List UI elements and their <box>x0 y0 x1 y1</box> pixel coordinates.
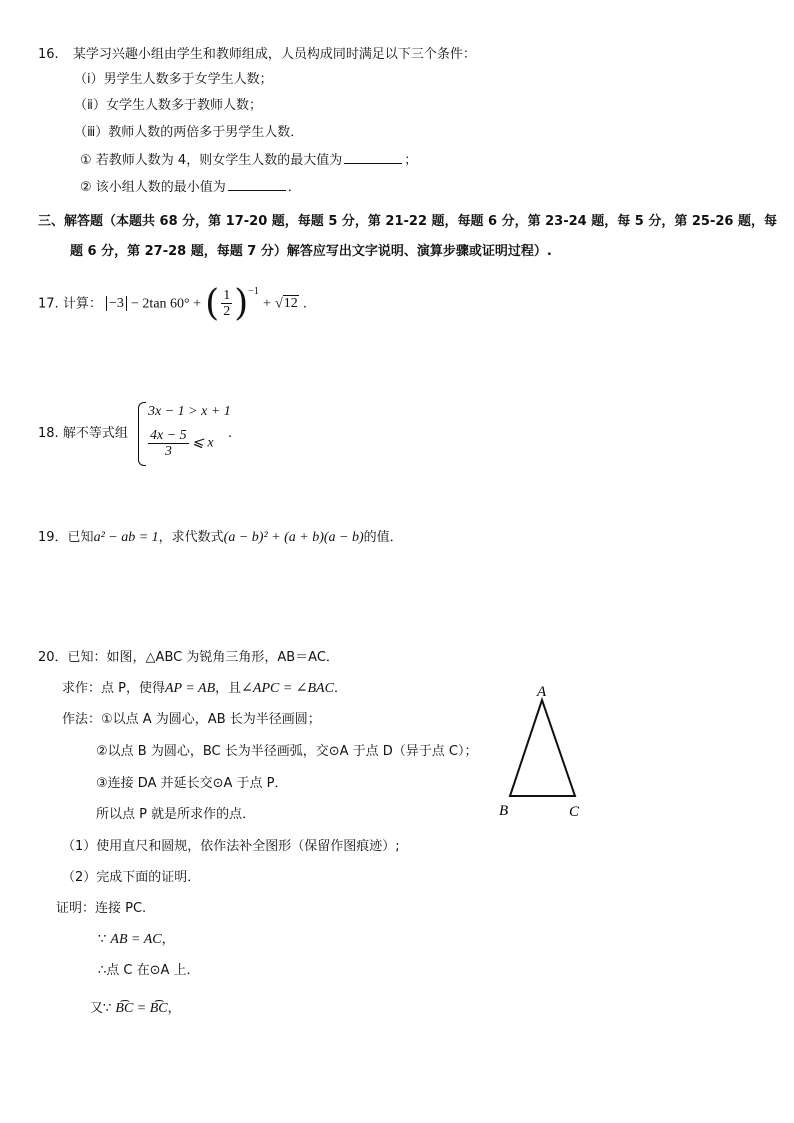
section-3-title: 三、解答题（ <box>38 214 117 229</box>
q17-sqrt-arg: 12 <box>283 296 298 312</box>
q20-step-4: 所以点 P 就是所求作的点． <box>96 807 256 822</box>
answer-blank[interactable] <box>344 152 402 164</box>
q20-proof-2-a: ∵ <box>98 932 111 947</box>
q18-relation: ⩽ x <box>192 435 214 451</box>
section-3-heading-line-2 <box>70 244 552 260</box>
q20-proof-4-a: 又∵ <box>90 1001 116 1016</box>
q20-proof-4 <box>90 1001 181 1017</box>
q17-paren-left: ( <box>205 282 220 324</box>
section-3-scoring: 本题共 68 分，第 17-20 题，每题 5 分，第 21-22 题，每题 6 分，第 23-24 题，每 5 分，第 25-26 题，每 <box>116 214 777 229</box>
q20-ask-b: ，且 <box>215 681 242 696</box>
q20-step-1: 作法：①以点 A 为圆心，AB 长为半径画圆； <box>62 712 321 727</box>
section-3-instructions: ）解答应写出文字说明、演算步骤或证明过程）. <box>273 244 552 259</box>
q17-abs-value: −3 <box>106 296 127 311</box>
q18-label-line <box>38 426 128 442</box>
q17-label: 计算： <box>62 296 102 312</box>
q20-ask-eq1: AP = AB <box>164 681 216 696</box>
q16-part-2-end: ． <box>287 180 301 195</box>
q16-stem: 某学习兴趣小组由学生和教师组成，人员构成同时满足以下三个条件： <box>72 47 476 62</box>
q18-end: . <box>228 426 233 441</box>
q18-system-brace <box>138 402 146 466</box>
q18-frac-num: 4x − 5 <box>150 428 187 443</box>
q20-proof-3: ∴点 C 在⊙A 上． <box>98 963 200 978</box>
q17 <box>38 280 307 324</box>
q17-frac-num: 1 <box>223 288 231 304</box>
q20-given-line <box>38 650 339 666</box>
q20-proof-1: 证明：连接 PC. <box>56 901 147 916</box>
q16-part-2-text: ② 该小组人数的最小值为 <box>80 180 226 195</box>
q20-proof-2-eq: AB = AC <box>110 932 162 947</box>
q16-number: 16. <box>38 47 59 62</box>
triangle-abc <box>510 700 575 796</box>
q17-plus: + <box>263 296 271 312</box>
q20-proof-2-b: ， <box>161 932 175 947</box>
q20-part-2: （2）完成下面的证明． <box>62 870 201 885</box>
vertex-label-c: C <box>569 804 580 820</box>
q20-step-3: ③连接 DA 并延长交⊙A 于点 P． <box>96 776 288 791</box>
q17-frac-den: 2 <box>223 304 231 320</box>
q17-exponent: −1 <box>248 286 259 297</box>
q19-end: 的值． <box>363 530 403 545</box>
q16-condition-1: （ⅰ）男学生人数多于女学生人数； <box>74 72 273 87</box>
q16-condition-3: （ⅲ）教师人数的两倍多于男学生人数． <box>74 125 304 140</box>
q20-ask <box>62 681 347 697</box>
q20-ask-a: 求作：点 P，使得 <box>62 681 165 696</box>
q17-sqrt: √12 <box>275 296 298 312</box>
triangle-figure <box>490 680 600 825</box>
q17-number: 17. <box>38 296 59 312</box>
q17-tan-term: − 2tan 60° + <box>131 296 202 312</box>
q16-part-1 <box>80 152 417 169</box>
answer-blank[interactable] <box>228 179 286 191</box>
q18-number: 18. <box>38 426 59 441</box>
q17-fraction <box>221 288 232 319</box>
q20-step-2: ②以点 B 为圆心，BC 长为半径画弧，交⊙A 于点 D（异于点 C）； <box>96 744 478 759</box>
q20-number: 20． <box>38 650 68 665</box>
q17-end: . <box>302 296 308 312</box>
vertex-label-a: A <box>537 684 547 700</box>
q18-frac-den: 3 <box>164 444 172 459</box>
q18-fraction <box>148 428 189 459</box>
q19-mid: ，求代数式 <box>158 530 224 545</box>
q20-part-1: （1）使用直尺和圆规，依作法补全图形（保留作图痕迹）; <box>62 839 400 854</box>
q16-part-1-text: ① 若教师人数为 4，则女学生人数的最大值为 <box>80 153 343 168</box>
q19-given: a² − ab = 1 <box>93 530 159 545</box>
q16-condition-2: （ⅱ）女学生人数多于教师人数； <box>74 98 262 113</box>
section-3-heading <box>38 214 777 230</box>
q19-expression: (a − b)² + (a + b)(a − b) <box>223 530 364 545</box>
q19 <box>38 530 403 546</box>
q19-label: 已知 <box>67 530 94 545</box>
q20-ask-eq2: ∠APC = ∠BAC <box>241 681 334 696</box>
q20-proof-4-eq: B͡C = B͡C <box>115 1001 168 1016</box>
q16-part-2 <box>80 179 301 196</box>
section-3-scoring-2: 题 6 分，第 27-28 题，每题 7 分 <box>70 244 274 259</box>
vertex-label-b: B <box>499 803 509 819</box>
q18-inequality-1: 3x − 1 > x + 1 <box>148 404 231 419</box>
q18-label: 解不等式组 <box>62 426 128 441</box>
q18-inequality-2 <box>148 428 214 459</box>
q17-paren-right: ) <box>234 282 249 324</box>
q20-proof-2 <box>98 932 175 948</box>
q20-proof-4-b: ， <box>167 1001 181 1016</box>
q20-given: 已知：如图，△ABC 为锐角三角形，AB＝AC． <box>67 650 339 665</box>
q16-part-1-end: ； <box>404 153 418 168</box>
q19-number: 19． <box>38 530 68 545</box>
q16-stem-line <box>38 47 476 63</box>
q20-ask-c: ． <box>333 681 347 696</box>
